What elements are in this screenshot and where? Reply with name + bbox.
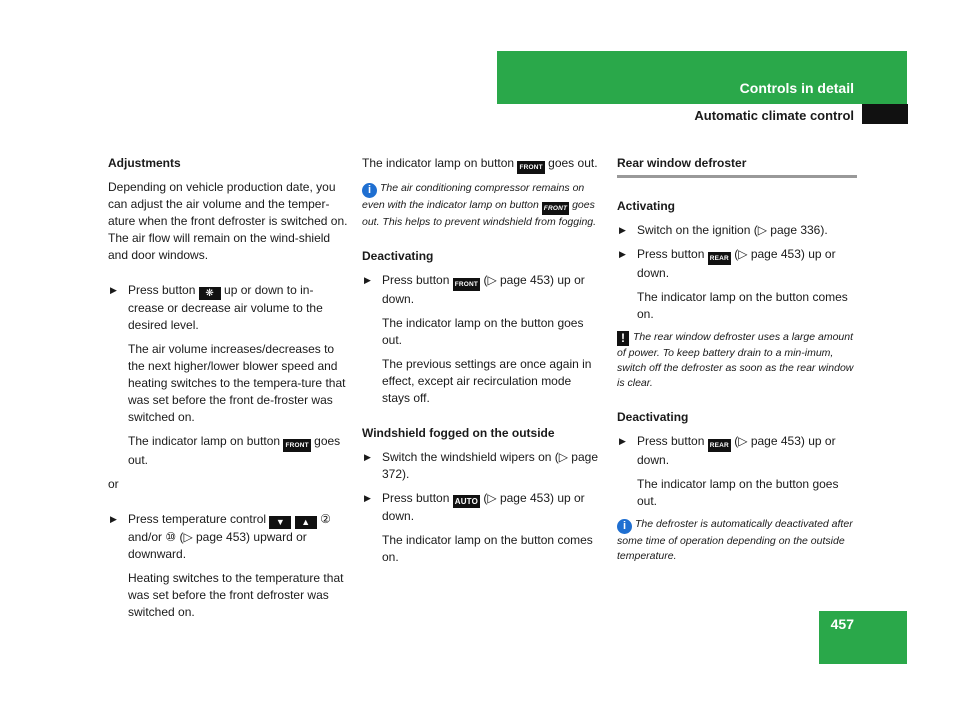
step-deactivate-front: ▶ Press button FRONT (▷ page 453) up or down. bbox=[364, 273, 585, 306]
temp-down-icon: ▼ bbox=[269, 516, 291, 529]
step-arrow-icon: ▶ bbox=[619, 249, 626, 259]
header-black-tab bbox=[862, 104, 908, 124]
fog-lamp-text: The indicator lamp on the button comes on. bbox=[382, 533, 593, 564]
step-arrow-icon: ▶ bbox=[364, 275, 371, 285]
step-fan: ▶ Press button ❋ up or down to in-crease or decrease air volume to the desired level. bbox=[110, 283, 323, 332]
front-defroster-button-icon: FRONT bbox=[517, 161, 544, 174]
deactivating-heading: Deactivating bbox=[362, 249, 434, 263]
front-defroster-button-icon: FRONT bbox=[453, 278, 480, 291]
step-arrow-icon: ▶ bbox=[364, 452, 371, 462]
temp-up-icon: ▲ bbox=[295, 516, 317, 529]
front-defroster-button-icon: FRONT bbox=[283, 439, 310, 452]
lamp-goes-out-text: The indicator lamp on button FRONT goes out. bbox=[362, 155, 602, 174]
rear-defroster-heading: Rear window defroster bbox=[617, 155, 857, 178]
column-3 bbox=[617, 155, 857, 582]
step-auto: ▶ Press button AUTO (▷ page 453) up or down. bbox=[364, 491, 585, 523]
page-number: 457 bbox=[830, 616, 854, 632]
or-text: or bbox=[108, 477, 119, 491]
info-icon: i bbox=[362, 183, 377, 198]
auto-button-icon: AUTO bbox=[454, 497, 479, 506]
front-defroster-button-icon: FRONT bbox=[542, 202, 569, 215]
step-deactivate-rear: ▶ Press button REAR (▷ page 453) up or down. bbox=[619, 434, 836, 467]
step-temperature: ▶ Press temperature control ▼ ▲ ② and/or ⑩ (▷ page 453) upward or downward. bbox=[110, 512, 331, 561]
adjustments-heading: Adjustments bbox=[108, 156, 181, 170]
temperature-detail: Heating switches to the temperature that was set before the front defroster was switched on. bbox=[128, 571, 344, 619]
step-arrow-icon: ▶ bbox=[110, 514, 117, 524]
step-arrow-icon: ▶ bbox=[619, 436, 626, 446]
fan-detail: The air volume increases/decreases to the next higher/lower blower speed and heating switches to the tempera-ture that was set before the front de-froster was switched on. bbox=[128, 342, 346, 424]
info-icon: i bbox=[617, 519, 632, 534]
step-wipers: ▶ Switch the windshield wipers on (▷ page 372). bbox=[364, 450, 599, 481]
rear-defroster-button-icon: REAR bbox=[708, 439, 731, 452]
step-arrow-icon: ▶ bbox=[110, 285, 117, 295]
deactivate-lamp-text: The indicator lamp on the button goes out. bbox=[382, 316, 584, 347]
activating-heading: Activating bbox=[617, 199, 676, 213]
fogged-heading: Windshield fogged on the outside bbox=[362, 426, 555, 440]
battery-warning-note: ! The rear window defroster uses a large amount of power. To keep battery drain to a min-imum, switch off the defroster as soon as the rear window is clear. bbox=[617, 331, 854, 389]
compressor-info-note: i The air conditioning compressor remains on even with the indicator lamp on button FRONT goes out. This helps to prevent windshield from fogging. bbox=[362, 182, 597, 228]
section-title: Controls in detail bbox=[739, 80, 854, 96]
column-2 bbox=[362, 155, 602, 573]
adjustments-intro: Depending on vehicle production date, you can adjust the air volume and the temper-ature when the front defroster is switched on. The air flow will remain on the wind-shield and door windows. bbox=[108, 180, 348, 262]
auto-deactivate-info-note: i The defroster is automatically deactivated after some time of operation depending on the outside temperature. bbox=[617, 518, 853, 562]
fan-lamp-text: The indicator lamp on button FRONT goes out. bbox=[128, 434, 341, 467]
previous-settings-text: The previous settings are once again in effect, except air recirculation mode stays off. bbox=[382, 357, 592, 405]
subsection-title: Automatic climate control bbox=[694, 108, 854, 123]
rear-deactivating-heading: Deactivating bbox=[617, 410, 689, 424]
step-ignition: ▶ Switch on the ignition (▷ page 336). bbox=[619, 223, 828, 237]
column-1 bbox=[108, 155, 348, 628]
step-arrow-icon: ▶ bbox=[619, 225, 626, 235]
warning-icon: ! bbox=[617, 331, 629, 346]
activate-lamp-text: The indicator lamp on the button comes on. bbox=[637, 290, 848, 321]
step-arrow-icon: ▶ bbox=[364, 493, 371, 503]
step-activate-rear: ▶ Press button REAR (▷ page 453) up or down. bbox=[619, 247, 836, 280]
fan-button-icon: ❋ bbox=[199, 287, 221, 300]
rear-defroster-button-icon: REAR bbox=[708, 252, 731, 265]
rear-deactivate-lamp-text: The indicator lamp on the button goes out. bbox=[637, 477, 839, 508]
